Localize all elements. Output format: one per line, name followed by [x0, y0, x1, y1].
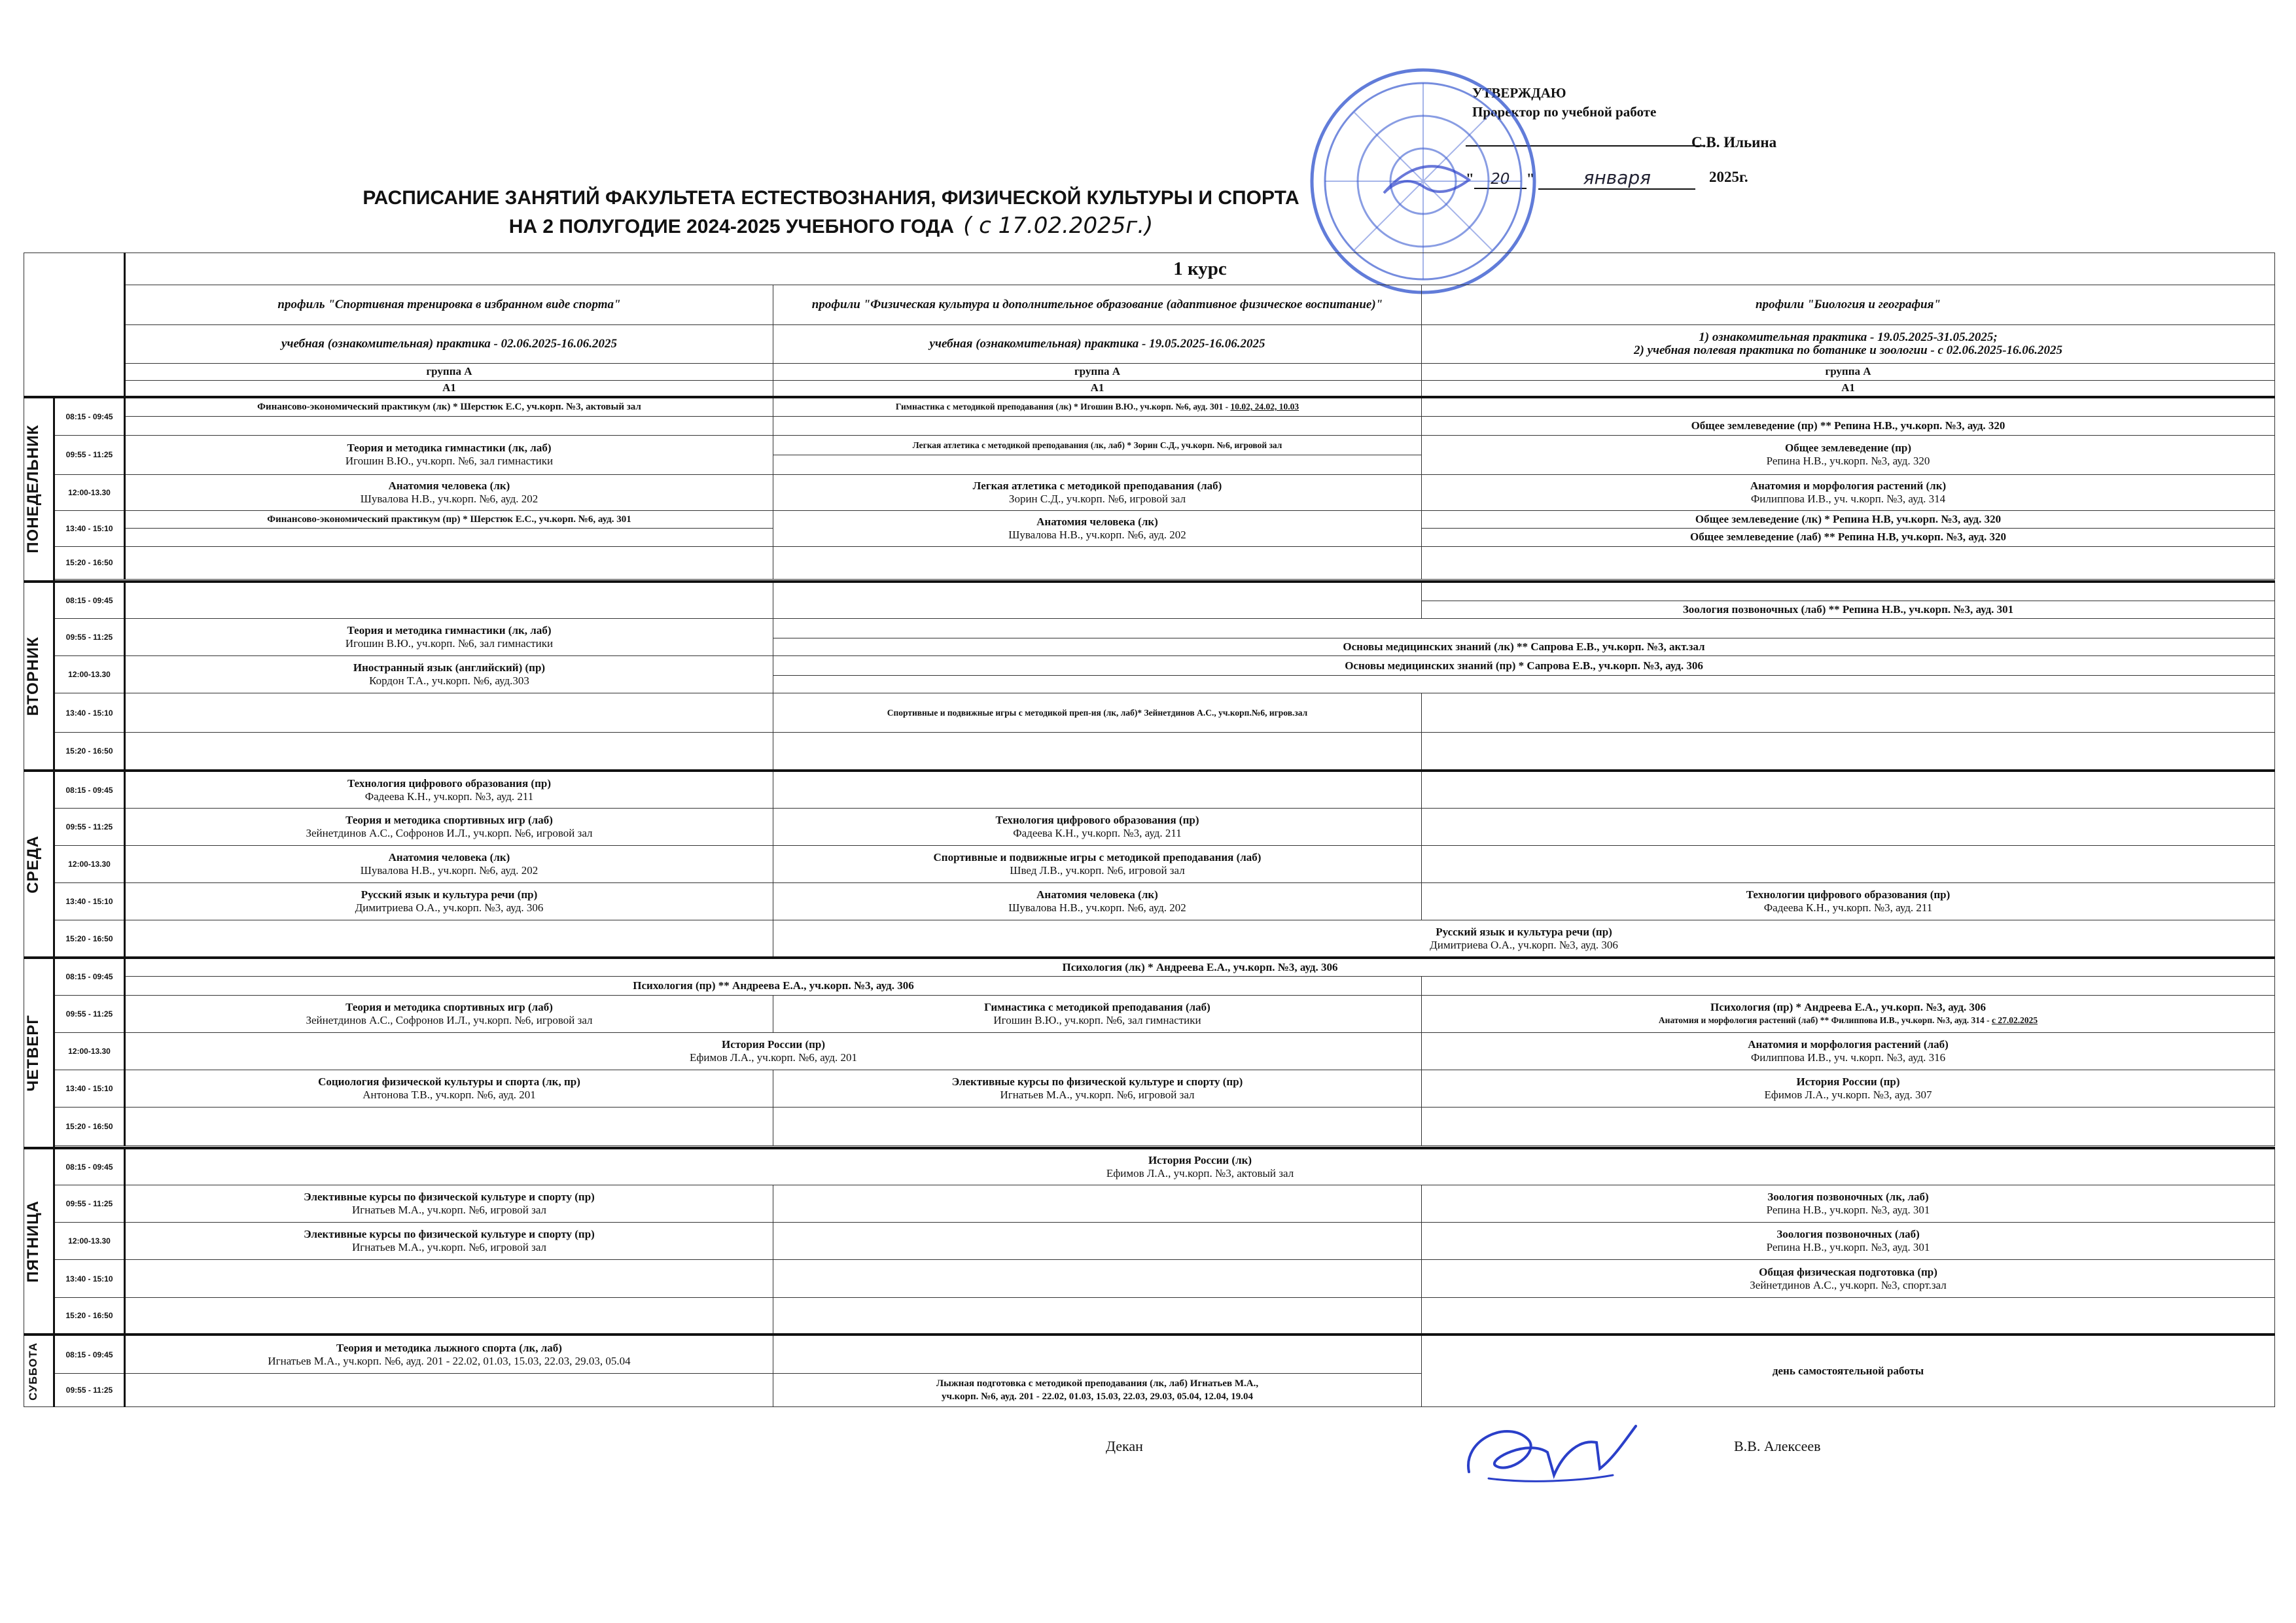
time-slot: 08:15 - 09:45 — [54, 397, 125, 436]
wed-slot4-col2: Анатомия человека (лк) Шувалова Н.В., уч.корп. №6, ауд. 202 — [773, 883, 1422, 920]
time-slot: 15:20 - 16:50 — [54, 1297, 125, 1335]
time-slot: 08:15 - 09:45 — [54, 1335, 125, 1373]
thu-slot1-col12: Психология (пр) ** Андреева Е.А., уч.корп. №3, ауд. 306 — [125, 977, 1422, 996]
fri-slot4-col2 — [773, 1260, 1422, 1297]
fri-slot5-col2 — [773, 1297, 1422, 1335]
time-slot: 09:55 - 11:25 — [54, 1185, 125, 1223]
thu-slot4-col1: Социология физической культуры и спорта (лк, пр) Антонова Т.В., уч.корп. №6, ауд. 201 — [125, 1070, 773, 1107]
mon-slot1-col1: Финансово-экономический практикум (лк) * Шерстюк Е.С, уч.корп. №3, актовый зал — [125, 397, 773, 417]
wed-slot3-col1: Анатомия человека (лк) Шувалова Н.В., уч.корп. №6, ауд. 202 — [125, 846, 773, 883]
fri-slot4-col1 — [125, 1260, 773, 1297]
wed-slot1-col1: Технология цифрового образования (пр) Фадеева К.Н., уч.корп. №3, ауд. 211 — [125, 771, 773, 808]
profile-header-2: профили "Физическая культура и дополнительное образование (адаптивное физическое воспитание)" — [773, 285, 1422, 324]
mon-slot5-col1 — [125, 546, 773, 580]
fri-slot3-col1: Элективные курсы по физической культуре и спорту (пр) Игнатьев М.А., уч.корп. №6, игровой зал — [125, 1223, 773, 1260]
fri-slot3-col2 — [773, 1223, 1422, 1260]
wed-slot3-col3 — [1422, 846, 2275, 883]
day-saturday: СУББОТА — [24, 1335, 54, 1406]
time-slot: 12:00-13.30 — [54, 474, 125, 510]
time-slot: 09:55 - 11:25 — [54, 619, 125, 656]
wed-slot1-col2 — [773, 771, 1422, 808]
title-line-2: НА 2 ПОЛУГОДИЕ 2024-2025 УЧЕБНОГО ГОДА ( с 17.02.2025г.) — [508, 213, 1154, 239]
wed-slot4-col3: Технологии цифрового образования (пр) Фадеева К.Н., уч.корп. №3, ауд. 211 — [1422, 883, 2275, 920]
time-slot: 12:00-13.30 — [54, 1032, 125, 1070]
fri-slot2-col3: Зоология позвоночных (лк, лаб) Репина Н.В., уч.корп. №3, ауд. 301 — [1422, 1185, 2275, 1223]
thu-slot1-all: Психология (лк) * Андреева Е.А., уч.корп. №3, ауд. 306 — [125, 958, 2275, 977]
mon-slot1-col2: Гимнастика с методикой преподавания (лк) * Игошин В.Ю., уч.корп. №6, ауд. 301 - 10.02, 24.02, 10.03 — [773, 397, 1422, 417]
day-tuesday: ВТОРНИК — [24, 582, 54, 771]
mon-slot3-col3: Анатомия и морфология растений (лк) Филиппова И.В., уч. ч.корп. №3, ауд. 314 — [1422, 474, 2275, 510]
time-slot: 15:20 - 16:50 — [54, 732, 125, 771]
mon-slot2-col2-b — [773, 455, 1422, 474]
subgroup-1: А1 — [125, 380, 773, 396]
document-title — [275, 184, 1387, 241]
dean-name: В.В. Алексеев — [1734, 1438, 1821, 1454]
time-slot: 13:40 - 15:10 — [54, 693, 125, 732]
approval-date-day: 20 — [1474, 171, 1527, 189]
mon-slot1-col1-b — [125, 416, 773, 436]
title-handwritten-date: ( с 17.02.2025г.) — [963, 213, 1154, 239]
sat-slot2-col2: Лыжная подготовка с методикой преподавания (лк, лаб) Игнатьев М.А., уч.корп. №6, ауд. 201 - 22.02, 01.03, 15.03, 22.03, 29.03, 05.04, 12.04, 19.04 — [773, 1373, 1422, 1406]
thu-slot2-col1: Теория и методика спортивных игр (лаб) Зейнетдинов А.С., Софронов И.Л., уч.корп. №6, игровой зал — [125, 995, 773, 1032]
tue-slot5-col1 — [125, 732, 773, 771]
thu-slot1-col3 — [1422, 977, 2275, 996]
time-slot: 15:20 - 16:50 — [54, 546, 125, 580]
tue-slot3-col23-b — [773, 675, 2275, 693]
tue-slot1-col1 — [125, 582, 773, 619]
tue-slot4-col3 — [1422, 693, 2275, 732]
thu-slot4-col2: Элективные курсы по физической культуре и спорту (пр) Игнатьев М.А., уч.корп. №6, игровой зал — [773, 1070, 1422, 1107]
thu-slot3-col12: История России (пр) Ефимов Л.А., уч.корп. №6, ауд. 201 — [125, 1032, 1422, 1070]
tue-slot1-col3-a — [1422, 582, 2275, 601]
sat-slot1-col1: Теория и методика лыжного спорта (лк, лаб) Игнатьев М.А., уч.корп. №6, ауд. 201 - 22.02, 01.03, 15.03, 22.03, 29.03, 05.04 — [125, 1335, 773, 1373]
day-wednesday: СРЕДА — [24, 771, 54, 958]
wed-slot2-col1: Теория и методика спортивных игр (лаб) Зейнетдинов А.С., Софронов И.Л., уч.корп. №6, игровой зал — [125, 809, 773, 846]
thu-slot2-col3: Психология (пр) * Андреева Е.А., уч.корп. №3, ауд. 306 Анатомия и морфология растений (лаб) ** Филиппова И.В., уч.корп. №3, ауд. 314 - с 27.02.2025 — [1422, 995, 2275, 1032]
day-monday: ПОНЕДЕЛЬНИК — [24, 397, 54, 582]
wed-slot5-col23: Русский язык и культура речи (пр) Димитриева О.А., уч.корп. №3, ауд. 306 — [773, 920, 2275, 958]
tue-slot5-col3 — [1422, 732, 2275, 771]
time-slot: 09:55 - 11:25 — [54, 995, 125, 1032]
fri-slot5-col1 — [125, 1297, 773, 1335]
time-slot: 15:20 - 16:50 — [54, 920, 125, 958]
thu-slot5-col2 — [773, 1108, 1422, 1146]
profile-header-3: профили "Биология и география" — [1422, 285, 2275, 324]
mon-slot5-col3 — [1422, 546, 2275, 580]
wed-slot3-col2: Спортивные и подвижные игры с методикой преподавания (лаб) Швед Л.В., уч.корп. №6, игровой зал — [773, 846, 1422, 883]
time-slot: 09:55 - 11:25 — [54, 809, 125, 846]
mon-slot2-col3: Общее землеведение (пр) Репина Н.В., уч.корп. №3, ауд. 320 — [1422, 436, 2275, 474]
mon-slot4-col1: Финансово-экономический практикум (пр) * Шерстюк Е.С., уч.корп. №6, ауд. 301 — [125, 510, 773, 529]
sat-slot2-col1 — [125, 1373, 773, 1406]
title-line-1: РАСПИСАНИЕ ЗАНЯТИЙ ФАКУЛЬТЕТА ЕСТЕСТВОЗНАНИЯ, ФИЗИЧЕСКОЙ КУЛЬТУРЫ И СПОРТА — [362, 187, 1299, 209]
mon-slot4-col2: Анатомия человека (лк) Шувалова Н.В., уч.корп. №6, ауд. 202 — [773, 510, 1422, 546]
practice-2: учебная (ознакомительная) практика - 19.05.2025-16.06.2025 — [773, 325, 1422, 364]
group-1: группа А — [125, 364, 773, 380]
time-slot: 08:15 - 09:45 — [54, 582, 125, 619]
mon-slot4-col3-a: Общее землеведение (лк) * Репина Н.В, уч.корп. №3, ауд. 320 — [1422, 510, 2275, 529]
wed-slot5-col1 — [125, 920, 773, 958]
fri-slot4-col3: Общая физическая подготовка (пр) Зейнетдинов А.С., уч.корп. №3, спорт.зал — [1422, 1260, 2275, 1297]
practice-1: учебная (ознакомительная) практика - 02.06.2025-16.06.2025 — [125, 325, 773, 364]
profile-header-1: профиль "Спортивная тренировка в избранном виде спорта" — [125, 285, 773, 324]
time-slot: 12:00-13.30 — [54, 1223, 125, 1260]
time-slot: 13:40 - 15:10 — [54, 510, 125, 546]
header-corner — [24, 253, 125, 397]
thu-slot2-col2: Гимнастика с методикой преподавания (лаб) Игошин В.Ю., уч.корп. №6, зал гимнастики — [773, 995, 1422, 1032]
approval-name: С.В. Ильина — [1691, 134, 1777, 150]
day-friday: ПЯТНИЦА — [24, 1148, 54, 1335]
day-thursday: ЧЕТВЕРГ — [24, 958, 54, 1147]
subgroup-3: А1 — [1422, 380, 2275, 396]
tue-slot2-col23: Основы медицинских знаний (лк) ** Сапрова Е.В., уч.корп. №3, акт.зал — [773, 638, 2275, 656]
time-slot: 08:15 - 09:45 — [54, 958, 125, 995]
thu-slot5-col3 — [1422, 1108, 2275, 1146]
sat-slot1-col2 — [773, 1335, 1422, 1373]
fri-slot5-col3 — [1422, 1297, 2275, 1335]
time-slot: 12:00-13.30 — [54, 846, 125, 883]
mon-slot1-col3: Общее землеведение (пр) ** Репина Н.В., уч.корп. №3, ауд. 320 — [1422, 416, 2275, 436]
thu-slot5-col1 — [125, 1108, 773, 1146]
tue-slot1-col2 — [773, 582, 1422, 619]
dean-signature-icon — [1449, 1413, 1646, 1492]
time-slot: 15:20 - 16:50 — [54, 1108, 125, 1146]
time-slot: 12:00-13.30 — [54, 656, 125, 693]
mon-slot5-col2 — [773, 546, 1422, 580]
mon-slot1-col2-b — [773, 416, 1422, 436]
mon-slot1-col3-empty — [1422, 397, 2275, 417]
group-2: группа А — [773, 364, 1422, 380]
time-slot: 13:40 - 15:10 — [54, 883, 125, 920]
tue-slot2-col1: Теория и методика гимнастики (лк, лаб) Игошин В.Ю., уч.корп. №6, зал гимнастики — [125, 619, 773, 656]
tue-slot4-col1 — [125, 693, 773, 732]
mon-slot4-col3-b: Общее землеведение (лаб) ** Репина Н.В, уч.корп. №3, ауд. 320 — [1422, 529, 2275, 547]
time-slot: 13:40 - 15:10 — [54, 1070, 125, 1107]
time-slot: 08:15 - 09:45 — [54, 771, 125, 808]
tue-slot3-col1: Иностранный язык (английский) (пр) Кордон Т.А., уч.корп. №6, ауд.303 — [125, 656, 773, 693]
tue-slot1-col3: Зоология позвоночных (лаб) ** Репина Н.В., уч.корп. №3, ауд. 301 — [1422, 601, 2275, 619]
time-slot: 09:55 - 11:25 — [54, 1373, 125, 1406]
fri-slot2-col2 — [773, 1185, 1422, 1223]
sat-col3: день самостоятельной работы — [1422, 1335, 2275, 1406]
wed-slot2-col2: Технология цифрового образования (пр) Фадеева К.Н., уч.корп. №3, ауд. 211 — [773, 809, 1422, 846]
mon-slot2-col2: Легкая атлетика с методикой преподавания (лк, лаб) * Зорин С.Д., уч.корп. №6, игровой зал — [773, 436, 1422, 455]
practice-3: 1) ознакомительная практика - 19.05.2025-31.05.2025; 2) учебная полевая практика по ботанике и зоологии - с 02.06.2025-16.06.2025 — [1422, 325, 2275, 364]
tue-slot3-col23: Основы медицинских знаний (пр) * Сапрова Е.В., уч.корп. №3, ауд. 306 — [773, 656, 2275, 676]
time-slot: 08:15 - 09:45 — [54, 1148, 125, 1185]
dean-label: Декан — [1106, 1438, 1143, 1454]
mon-slot3-col2: Легкая атлетика с методикой преподавания (лаб) Зорин С.Д., уч.корп. №6, игровой зал — [773, 474, 1422, 510]
fri-slot3-col3: Зоология позвоночных (лаб) Репина Н.В., уч.корп. №3, ауд. 301 — [1422, 1223, 2275, 1260]
time-slot: 13:40 - 15:10 — [54, 1260, 125, 1297]
course-header: 1 курс — [125, 253, 2275, 285]
approval-year: 2025г. — [1709, 169, 1748, 185]
fri-slot2-col1: Элективные курсы по физической культуре и спорту (пр) Игнатьев М.А., уч.корп. №6, игровой зал — [125, 1185, 773, 1223]
approval-position: Проректор по учебной работе — [1472, 104, 1657, 120]
mon-slot3-col1: Анатомия человека (лк) Шувалова Н.В., уч.корп. №6, ауд. 202 — [125, 474, 773, 510]
fri-slot1-all: История России (лк) Ефимов Л.А., уч.корп. №3, актовый зал — [125, 1148, 2275, 1185]
approval-title: УТВЕРЖДАЮ — [1472, 85, 1566, 101]
tue-slot2-col23-empty — [773, 619, 2275, 638]
mon-slot2-col1: Теория и методика гимнастики (лк, лаб) Игошин В.Ю., уч.корп. №6, зал гимнастики — [125, 436, 773, 474]
approval-date: " 20 " января — [1466, 167, 1695, 190]
tue-slot4-col2: Спортивные и подвижные игры с методикой преп-ия (лк, лаб)* Зейнетдинов А.С., уч.корп.№6, игров.зал — [773, 693, 1422, 732]
time-slot: 09:55 - 11:25 — [54, 436, 125, 474]
tue-slot5-col2 — [773, 732, 1422, 771]
wed-slot4-col1: Русский язык и культура речи (пр) Димитриева О.А., уч.корп. №3, ауд. 306 — [125, 883, 773, 920]
schedule-table — [24, 253, 2275, 1407]
mon-slot4-col1-b — [125, 529, 773, 547]
group-3: группа А — [1422, 364, 2275, 380]
thu-slot3-col3: Анатомия и морфология растений (лаб) Филиппова И.В., уч. ч.корп. №3, ауд. 316 — [1422, 1032, 2275, 1070]
wed-slot1-col3 — [1422, 771, 2275, 808]
wed-slot2-col3 — [1422, 809, 2275, 846]
thu-slot4-col3: История России (пр) Ефимов Л.А., уч.корп. №3, ауд. 307 — [1422, 1070, 2275, 1107]
subgroup-2: А1 — [773, 380, 1422, 396]
approval-date-month: января — [1538, 167, 1695, 190]
